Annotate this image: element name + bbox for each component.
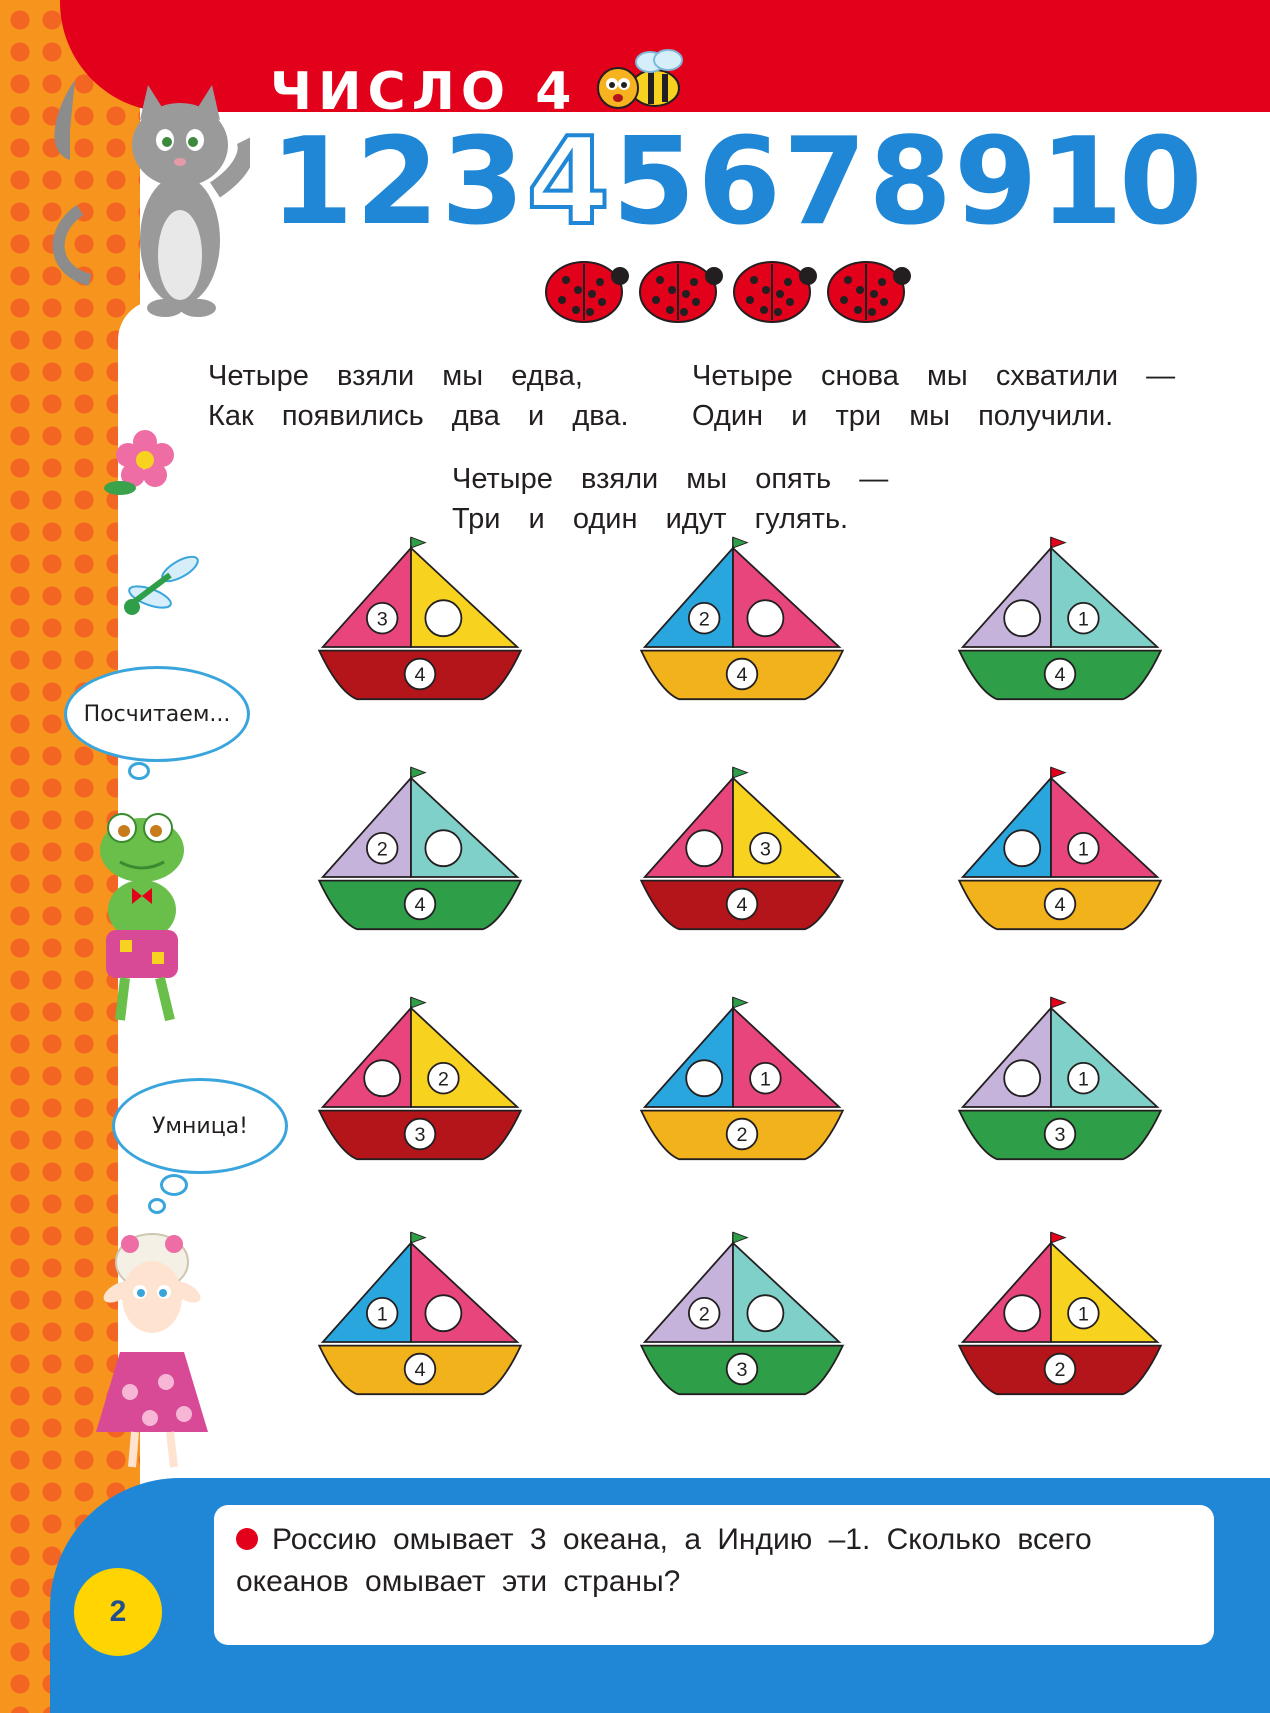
left-sail xyxy=(645,548,733,647)
right-sail xyxy=(1051,1243,1157,1342)
left-sail xyxy=(323,778,411,877)
circle-number: 4 xyxy=(736,894,748,917)
circle-number: 4 xyxy=(1054,894,1066,917)
right-sail xyxy=(733,548,839,647)
bee-icon xyxy=(590,40,690,120)
left-sail xyxy=(323,548,411,647)
digit-8: 8 xyxy=(868,113,948,252)
number-circle xyxy=(425,830,461,866)
sailboat xyxy=(300,1225,540,1405)
circle-number: 3 xyxy=(736,1359,748,1382)
circle-number: 4 xyxy=(414,894,426,917)
number-circle xyxy=(686,830,722,866)
right-sail xyxy=(733,1008,839,1107)
speech-bubble-praise: Умница! xyxy=(112,1078,288,1174)
right-sail xyxy=(1051,548,1157,647)
left-sail xyxy=(645,1008,733,1107)
bubble-tail xyxy=(160,1174,188,1196)
number-circle xyxy=(686,1060,722,1096)
dragonfly-icon xyxy=(110,545,200,625)
circle-number: 2 xyxy=(698,608,710,631)
circle-number: 2 xyxy=(376,838,388,861)
ladybug-icon xyxy=(734,262,817,322)
circle-number: 4 xyxy=(736,664,748,687)
left-sail xyxy=(963,1008,1051,1107)
bubble-tail xyxy=(148,1198,166,1214)
flower-icon xyxy=(100,420,190,500)
right-sail xyxy=(411,778,517,877)
sailboat xyxy=(940,760,1180,940)
circle-number: 2 xyxy=(698,1303,710,1326)
right-sail xyxy=(411,1243,517,1342)
ladybug-group xyxy=(540,252,920,332)
circle-number: 4 xyxy=(414,664,426,687)
left-sail xyxy=(323,1243,411,1342)
left-sail xyxy=(323,1008,411,1107)
circle-number: 1 xyxy=(759,1068,771,1091)
ladybug-icon xyxy=(828,262,911,322)
sailboat xyxy=(622,760,862,940)
verse-left: Четыре взяли мы едва, Как появились два и два. xyxy=(208,360,629,432)
circle-number: 3 xyxy=(414,1124,426,1147)
circle-number: 2 xyxy=(1054,1359,1066,1382)
circle-number: 1 xyxy=(1077,838,1089,861)
number-circle xyxy=(425,1295,461,1331)
digit-5: 5 xyxy=(612,113,692,252)
verse-right: Четыре снова мы схватили — Один и три мы получили. xyxy=(692,360,1176,432)
right-sail xyxy=(1051,778,1157,877)
circle-number: 4 xyxy=(1054,664,1066,687)
right-sail xyxy=(1051,1008,1157,1107)
circle-number: 1 xyxy=(1077,608,1089,631)
circle-number: 1 xyxy=(1077,1068,1089,1091)
circle-number: 4 xyxy=(414,1359,426,1382)
digit-1: 1 xyxy=(270,113,350,252)
question-text: Россию омывает 3 океана, а Индию –1. Сколько всего океанов омывает эти страны? xyxy=(236,1523,1092,1598)
number-circle xyxy=(1004,1295,1040,1331)
left-sail xyxy=(645,778,733,877)
sailboat xyxy=(300,530,540,710)
digit-3: 3 xyxy=(441,113,521,252)
circle-number: 2 xyxy=(437,1068,449,1091)
verse-center: Четыре взяли мы опять — Три и один идут гулять. xyxy=(452,463,889,535)
sailboat xyxy=(300,990,540,1170)
left-sail xyxy=(963,1243,1051,1342)
page-number: 2 xyxy=(74,1568,162,1656)
number-circle xyxy=(364,1060,400,1096)
sailboat xyxy=(622,530,862,710)
number-circle xyxy=(1004,830,1040,866)
sailboat xyxy=(940,1225,1180,1405)
ladybug-icon xyxy=(546,262,629,322)
sailboat xyxy=(940,990,1180,1170)
circle-number: 2 xyxy=(736,1124,748,1147)
number-circle xyxy=(747,600,783,636)
ladybug-icon xyxy=(640,262,723,322)
left-sail xyxy=(963,778,1051,877)
digit-9: 9 xyxy=(954,113,1034,252)
number-circle xyxy=(747,1295,783,1331)
frog-illustration xyxy=(80,800,220,1030)
circle-number: 3 xyxy=(759,838,771,861)
digit-2: 2 xyxy=(355,113,435,252)
circle-number: 1 xyxy=(1077,1303,1089,1326)
sailboat xyxy=(622,990,862,1170)
right-sail xyxy=(733,778,839,877)
number-circle xyxy=(1004,600,1040,636)
right-sail xyxy=(733,1243,839,1342)
circle-number: 3 xyxy=(1054,1124,1066,1147)
bubble-tail xyxy=(128,762,150,780)
right-sail xyxy=(411,548,517,647)
sailboat xyxy=(940,530,1180,710)
left-sail xyxy=(645,1243,733,1342)
left-sail xyxy=(963,548,1051,647)
number-circle xyxy=(1004,1060,1040,1096)
number-row xyxy=(270,113,1199,252)
circle-number: 1 xyxy=(376,1303,388,1326)
digit-4-highlighted: 4 xyxy=(526,113,606,252)
digit-6: 6 xyxy=(697,113,777,252)
right-sail xyxy=(411,1008,517,1107)
circle-number: 3 xyxy=(376,608,388,631)
digit-10: 10 xyxy=(1039,113,1199,252)
page-title: ЧИСЛО 4 xyxy=(270,62,578,122)
number-circle xyxy=(425,600,461,636)
lamb-illustration xyxy=(80,1222,220,1482)
cat-illustration xyxy=(30,40,250,320)
sailboat xyxy=(622,1225,862,1405)
speech-bubble-count: Посчитаем... xyxy=(64,666,250,762)
sailboat xyxy=(300,760,540,940)
digit-7: 7 xyxy=(783,113,863,252)
